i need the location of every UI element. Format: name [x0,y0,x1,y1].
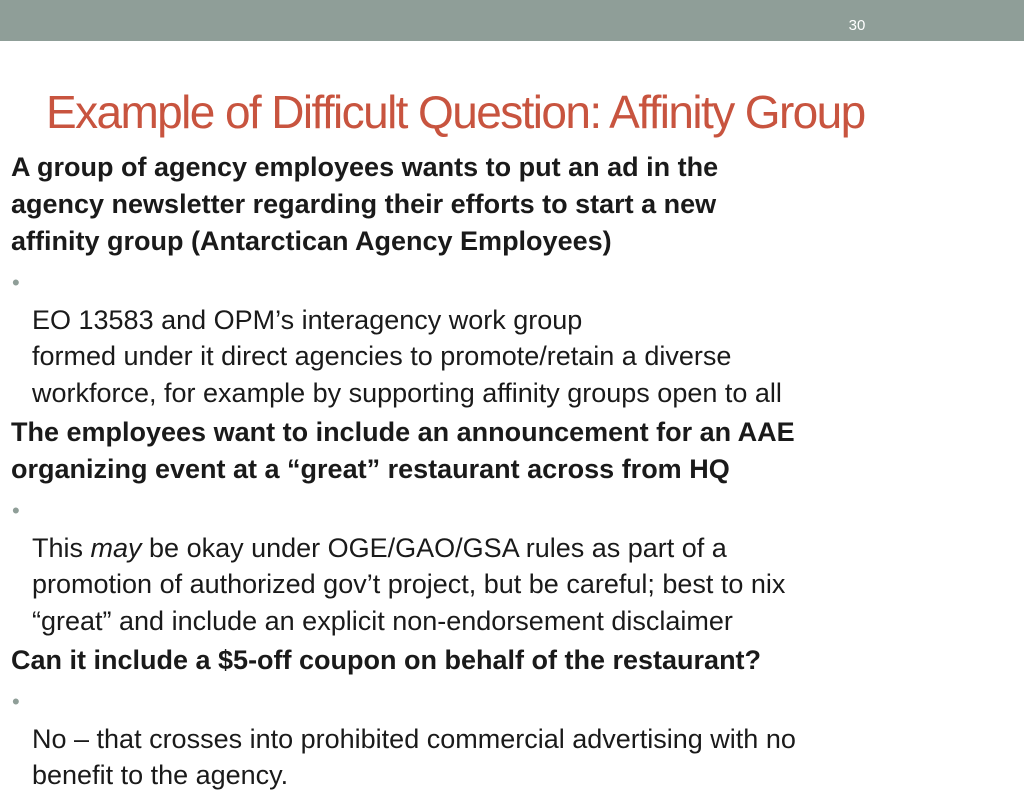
question-1: A group of agency employees wants to put an ad in the agency newsletter regarding their efforts to start a new affinity group (Antarctican Agency Employees) [11,152,719,256]
bullet-text-2-emphasis: may [90,532,142,563]
bullet-text-2-pre: This [32,532,91,563]
bullet-dot-icon: • [12,270,20,295]
bullet-dot-icon: • [12,498,20,523]
bullet-item-2 [11,493,1016,639]
header-bar [0,0,1024,41]
slide-number: 30 [848,17,866,34]
bullet-item-1 [11,265,1016,411]
question-2: The employees want to include an announcement for an AAE organizing event at a “great” restaurant across from HQ [11,417,795,484]
bullet-text-2-post: be okay under OGE/GAO/GSA rules as part of a promotion of authorized gov’t project, but be careful; best to nix “great” and include an explicit non-endorsement disclaimer [32,532,786,636]
bullet-dot-icon: • [12,689,20,714]
question-3: Can it include a $5-off coupon on behalf of the restaurant? [11,645,762,675]
slide-body [11,149,1016,797]
bullet-text-3: No – that crosses into prohibited commercial advertising with no benefit to the agency. [32,723,796,790]
slide-title: Example of Difficult Question: Affinity Group [46,86,865,138]
bullet-item-3 [11,684,1016,794]
bullet-text-1: EO 13583 and OPM’s interagency work group formed under it direct agencies to promote/retain a diverse workforce, for example by supporting affinity groups open to all [32,304,782,408]
